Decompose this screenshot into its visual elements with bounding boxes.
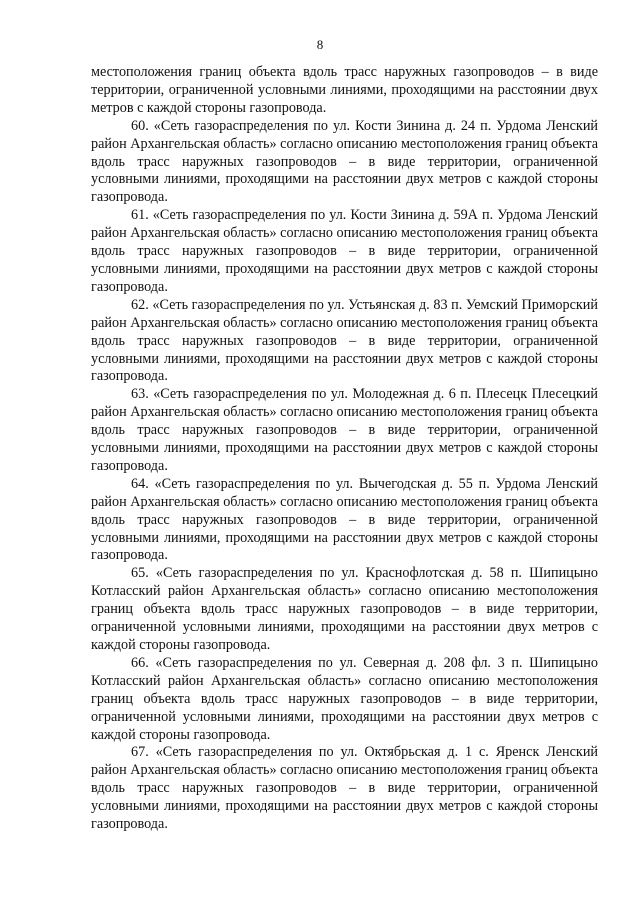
paragraph-item-63: 63. «Сеть газораспределения по ул. Молодежная д. 6 п. Плесецк Плесецкий район Архангельская область» согласно описанию местоположения границ объекта вдоль трасс наружных газопроводов – в виде территории, ограниченной условными линиями, проходящими на расстоянии двух метров с каждой стороны газопровода. [91, 386, 598, 474]
document-body [91, 64, 598, 834]
paragraph-continuation: местоположения границ объекта вдоль трасс наружных газопроводов – в виде территории, ограниченной условными линиями, проходящими на расстоянии двух метров с каждой стороны газопровода. [91, 64, 598, 116]
paragraph-item-60: 60. «Сеть газораспределения по ул. Кости Зинина д. 24 п. Урдома Ленский район Архангельская область» согласно описанию местоположения границ объекта вдоль трасс наружных газопроводов – в виде территории, ограниченной условными линиями, проходящими на расстоянии двух метров с каждой стороны газопровода. [91, 117, 598, 206]
paragraph-item-62: 62. «Сеть газораспределения по ул. Устьянская д. 83 п. Уемский Приморский район Архангельская область» согласно описанию местоположения границ объекта вдоль трасс наружных газопроводов – в виде территории, ограниченной условными линиями, проходящими на расстоянии двух метров с каждой стороны газопровода. [91, 296, 598, 385]
paragraph-item-67: 67. «Сеть газораспределения по ул. Октябрьская д. 1 с. Яренск Ленский район Архангельская область» согласно описанию местоположения границ объекта вдоль трасс наружных газопроводов – в виде территории, ограниченной условными линиями, проходящими на расстоянии двух метров с каждой стороны газопровода. [91, 744, 598, 833]
paragraph-item-65: 65. «Сеть газораспределения по ул. Краснофлотская д. 58 п. Шипицыно Котласский район Архангельская область» согласно описанию местоположения границ объекта вдоль трасс наружных газопроводов – в виде территории, ограниченной условными линиями, проходящими на расстоянии двух метров с каждой стороны газопровода. [91, 565, 598, 653]
paragraph-item-64: 64. «Сеть газораспределения по ул. Вычегодская д. 55 п. Урдома Ленский район Архангельская область» согласно описанию местоположения границ объекта вдоль трасс наружных газопроводов – в виде территории, ограниченной условными линиями, проходящими на расстоянии двух метров с каждой стороны газопровода. [91, 475, 598, 564]
page-number: 8 [316, 37, 324, 52]
paragraph-item-66: 66. «Сеть газораспределения по ул. Северная д. 208 фл. 3 п. Шипицыно Котласский район Архангельская область» согласно описанию местоположения границ объекта вдоль трасс наружных газопроводов – в виде территории, ограниченной условными линиями, проходящими на расстоянии двух метров с каждой стороны газопровода. [91, 654, 598, 743]
paragraph-item-61: 61. «Сеть газораспределения по ул. Кости Зинина д. 59А п. Урдома Ленский район Архангельская область» согласно описанию местоположения границ объекта вдоль трасс наружных газопроводов – в виде территории, ограниченной условными линиями, проходящими на расстоянии двух метров с каждой стороны газопровода. [91, 207, 598, 295]
